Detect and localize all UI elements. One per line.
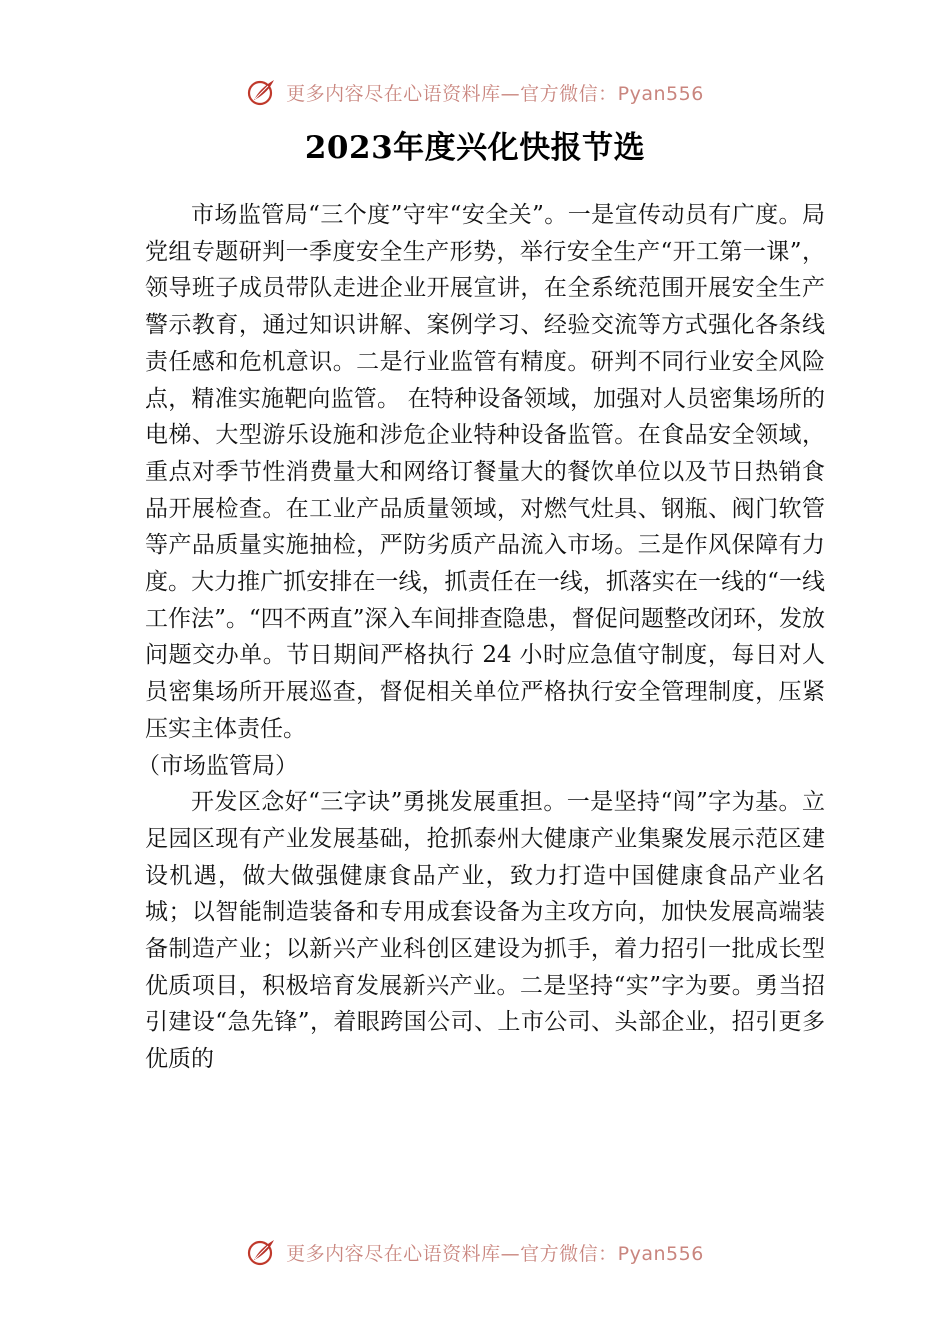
document-body [137,197,825,1078]
document-title: 2023年度兴化快报节选 [304,130,646,166]
header-watermark [0,72,950,112]
paragraph-market-supervision: 市场监管局“三个度”守牢“安全关”。一是宣传动员有广度。局党组专题研判一季度安全生产形势，举行安全生产“开工第一课”，领导班子成员带队走进企业开展宣讲，在全系统范围开展安全生产警示教育，通过知识讲解、案例学习、经验交流等方式强化各条线责任感和危机意识。二是行业监管有精度。研判不同行业安全风险点，精准实施靶向监管。 在特种设备领域，加强对人员密集场所的电梯、大型游乐设施和涉危企业特种设备监管。在食品安全领域，重点对季节性消费量大和网络订餐量大的餐饮单位以及节日热销食品开展检查。在工业产品质量领域，对燃气灶具、钢瓶、阀门软管等产品质量实施抽检，严防劣质产品流入市场。三是作风保障有力度。大力推广抓安排在一线，抓责任在一线，抓落实在一线的“一线工作法”。“四不两直”深入车间排查隐患，督促问题整改闭环，发放问题交办单。节日期间严格执行 24 小时应急值守制度，每日对人员密集场所开展巡查，督促相关单位严格执行安全管理制度，压紧压实主体责任。 [145,202,825,742]
feather-pen-logo-icon [246,1236,278,1268]
watermark-text: 更多内容尽在心语资料库—官方微信：Pyan556 [286,82,704,105]
paragraph-source-note: （市场监管局） [137,752,298,779]
paragraph-development-zone: 开发区念好“三字诀”勇挑发展重担。一是坚持“闯”字为基。立足园区现有产业发展基础，抢抓泰州大健康产业集聚发展示范区建设机遇，做大做强健康食品产业，致力打造中国健康食品产业名城；以智能制造装备和专用成套设备为主攻方向，加快发展高端装备制造产业；以新兴产业科创区建设为抓手，着力招引一批成长型优质项目，积极培育发展新兴产业。二是坚持“实”字为要。勇当招引建设“急先锋”，着眼跨国公司、上市公司、头部企业，招引更多优质的 [145,789,825,1073]
watermark-text: 更多内容尽在心语资料库—官方微信：Pyan556 [286,1242,704,1265]
footer-watermark [0,1232,950,1272]
feather-pen-logo-icon [246,76,278,108]
